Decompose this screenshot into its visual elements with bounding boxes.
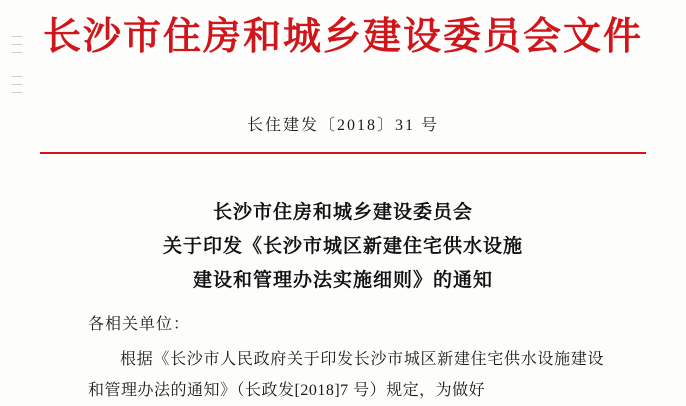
body-text <box>88 344 604 406</box>
body-paragraph: 根据《长沙市人民政府关于印发长沙市城区新建住宅供水设施建设和管理办法的通知》（长政发[2018]7 号）规定，为做好 <box>88 351 604 399</box>
headline-line-1: 长沙市住房和城乡建设委员会 <box>212 202 473 223</box>
margin-mark <box>12 76 22 77</box>
margin-mark <box>12 84 22 85</box>
salutation: 各相关单位： <box>88 316 191 333</box>
headline-line-3: 建设和管理办法实施细则》的通知 <box>192 270 493 291</box>
document-headline <box>0 196 686 298</box>
margin-mark <box>12 92 22 93</box>
headline-line-2: 关于印发《长沙市城区新建住宅供水设施 <box>162 236 523 257</box>
red-divider-rule <box>40 152 646 154</box>
document-title: 长沙市住房和城乡建设委员会文件 <box>42 16 643 58</box>
document-number: 长住建发〔2018〕31 号 <box>246 117 439 134</box>
